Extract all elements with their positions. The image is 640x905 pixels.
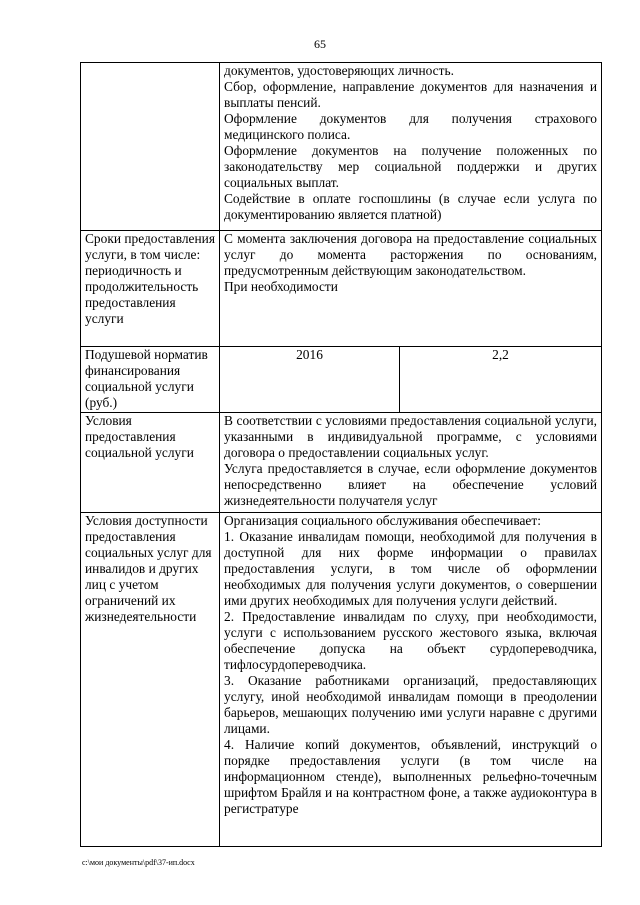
content-line: Оформление документов для получения страхового медицинского полиса. bbox=[224, 111, 598, 142]
file-path: c:\мои документы\pdf\37-ип.docx bbox=[82, 858, 195, 867]
content-cell-continuation bbox=[220, 63, 602, 231]
table-row-norm bbox=[81, 347, 602, 413]
content-line: При необходимости bbox=[224, 279, 338, 294]
page-number: 65 bbox=[314, 37, 326, 51]
content-line: Оформление документов на получение положенных по законодательству мер социальной поддержки и других социальных выплат. bbox=[224, 143, 598, 190]
content-line: Сбор, оформление, направление документов для назначения и выплаты пенсий. bbox=[224, 79, 598, 110]
norm-year-cell: 2016 bbox=[220, 347, 400, 413]
table-row-terms bbox=[81, 231, 602, 347]
content-cell-conditions bbox=[220, 413, 602, 513]
table-row-conditions bbox=[81, 413, 602, 513]
label-cell-empty bbox=[81, 63, 220, 231]
content-line: 1. Оказание инвалидам помощи, необходимой для получения в доступной для них форме информации о правилах предоставления услуги, в том числе об оформлении необходимых для получения услуги документов, о совершении ими других необходимых для получения услуги действий. bbox=[224, 529, 598, 608]
label-cell-terms: Сроки предоставления услуги, в том числе: периодичность и продолжительность предоставления услуги bbox=[81, 231, 220, 347]
table-row-accessibility bbox=[81, 513, 602, 847]
content-cell-accessibility bbox=[220, 513, 602, 847]
content-line: документов, удостоверяющих личность. bbox=[224, 63, 454, 78]
services-table bbox=[80, 62, 602, 847]
content-line: Услуга предоставляется в случае, если оформление документов непосредственно влияет на обеспечение условий жизнедеятельности получателя услуг bbox=[224, 461, 598, 508]
content-line: 2. Предоставление инвалидам по слуху, при необходимости, услуги с использованием русского жестового языка, включая обеспечение допуска на объект сурдопереводчика, тифлосурдопереводчика. bbox=[224, 609, 598, 672]
label-cell-accessibility bbox=[81, 513, 220, 847]
content-line: Содействие в оплате госпошлины (в случае если услуга по документированию является платной) bbox=[224, 191, 598, 222]
table-row-continuation bbox=[81, 63, 602, 231]
content-line: 4. Наличие копий документов, объявлений, инструкций о порядке предоставления услуги (в том числе на информационном стенде), выполненных рельефно-точечным шрифтом Брайля и на контрастном фоне, а также аудиоконтура в регистратуре bbox=[224, 737, 598, 816]
norm-value-cell: 2,2 bbox=[400, 347, 602, 413]
label-accessibility-text: Условия доступности предоставления социальных услуг для инвалидов и других лиц с учетом ограничений их жизнедеятельности bbox=[85, 513, 212, 624]
content-line: В соответствии с условиями предоставления социальной услуги, указанными в индивидуальной программе, с условиями договора о предоставлении социальных услуг. bbox=[224, 413, 598, 460]
content-line: 3. Оказание работниками организаций, предоставляющих услугу, иной необходимой инвалидам помощи в преодолении барьеров, мешающих получению ими услуги наравне с другими лицами. bbox=[224, 673, 598, 736]
content-line: С момента заключения договора на предоставление социальных услуг до момента расторжения по основаниям, предусмотренным действующим законодательством. bbox=[224, 231, 598, 278]
label-cell-conditions: Условия предоставления социальной услуги bbox=[81, 413, 220, 513]
content-cell-terms bbox=[220, 231, 602, 347]
content-line: Организация социального обслуживания обеспечивает: bbox=[224, 513, 541, 528]
label-cell-norm: Подушевой норматив финансирования социальной услуги (руб.) bbox=[81, 347, 220, 413]
